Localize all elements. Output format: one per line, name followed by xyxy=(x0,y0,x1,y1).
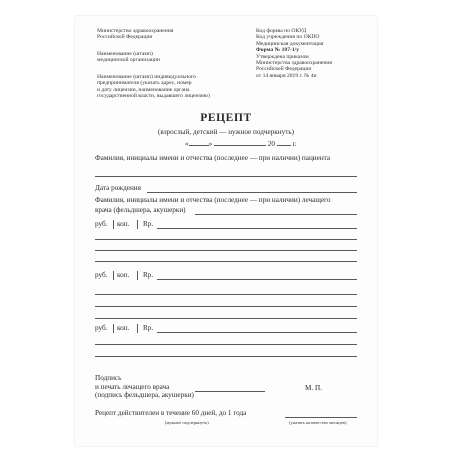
rx-rp-label: Rp. xyxy=(143,220,154,228)
approval-line-2: Министерства здравоохранения xyxy=(256,60,332,67)
signature-line-1: Подпись xyxy=(95,374,122,382)
signature-line-2: и печать лечащего врача xyxy=(95,382,170,391)
approval-line-3: Российской Федерации xyxy=(256,66,312,73)
ip-line-1: Наименование (штамп) индивидуального xyxy=(97,74,196,80)
rx-rp-label: Rp. xyxy=(143,271,154,279)
rx-line[interactable] xyxy=(95,318,357,319)
rx-separator xyxy=(113,220,114,229)
approval-line-1: Утверждена приказом xyxy=(256,53,309,60)
ministry-line-1: Министерство здравоохранения xyxy=(97,28,174,34)
rx-separator xyxy=(137,324,138,333)
birth-date-field[interactable] xyxy=(147,192,357,193)
org-stamp-block xyxy=(97,51,160,64)
rx-line[interactable] xyxy=(157,332,357,333)
stamp-place-label: М. П. xyxy=(305,384,322,392)
okud-code-label: Код формы по ОКУД xyxy=(256,28,307,34)
rx-kop-label: коп. xyxy=(117,324,130,332)
signature-block xyxy=(95,374,194,400)
validity-note-underline: (нужное подчеркнуть) xyxy=(165,420,209,425)
rx-separator xyxy=(113,271,114,280)
rx-rub-label: руб. xyxy=(95,220,108,228)
signature-line-3: (подпись фельдшера, акушерки) xyxy=(95,391,194,399)
birth-date-label: Дата рождения xyxy=(95,184,141,192)
ip-stamp-block xyxy=(97,74,210,100)
rx-kop-label: коп. xyxy=(117,220,130,228)
year-suffix: г. xyxy=(292,140,297,148)
ministry-line-2: Российской Федерации xyxy=(97,34,153,41)
rx-line[interactable] xyxy=(95,306,357,307)
date-year-blank[interactable] xyxy=(277,145,291,146)
rx-rp-label: Rp. xyxy=(143,324,154,332)
rx-rub-label: руб. xyxy=(95,271,108,279)
prescription-form xyxy=(75,16,377,446)
ip-line-4: государственной власти, выдавшего лицензию) xyxy=(97,93,210,100)
approval-line-4: от 14 января 2019 г. № 4н xyxy=(256,72,317,79)
org-stamp-line-1: Наименование (штамп) xyxy=(97,51,153,57)
rx-line[interactable] xyxy=(95,261,357,262)
validity-text: Рецепт действителен в течение 60 дней, до 1 года xyxy=(95,409,247,417)
rx-line[interactable] xyxy=(157,228,357,229)
doctor-name-label-2: врача (фельдшера, акушерки) xyxy=(95,206,186,214)
date-day-blank[interactable] xyxy=(189,145,209,146)
patient-name-label: Фамилия, инициалы имени и отчества (последнее — при наличии) пациента xyxy=(95,154,331,162)
doctor-name-field[interactable] xyxy=(195,214,357,215)
ip-line-3: и дату лицензии, наименование органа xyxy=(97,86,190,93)
form-codes-block xyxy=(256,28,332,79)
okpo-code-label: Код учреждения по ОКПО xyxy=(256,34,320,41)
patient-name-field[interactable] xyxy=(95,176,357,177)
doctor-name-label-1: Фамилия, инициалы имени и отчества (последнее — при наличии) лечащего xyxy=(95,196,331,204)
validity-months-field[interactable] xyxy=(285,417,357,418)
rx-rub-label: руб. xyxy=(95,324,108,332)
rx-line[interactable] xyxy=(95,344,357,345)
rx-line[interactable] xyxy=(95,250,357,251)
date-line[interactable] xyxy=(185,140,297,149)
rx-line[interactable] xyxy=(95,356,357,357)
rx-line[interactable] xyxy=(157,279,357,280)
date-open-quote: « xyxy=(185,140,189,148)
ip-line-2: предпринимателя (указать адрес, номер xyxy=(97,80,192,87)
rx-separator xyxy=(137,271,138,280)
med-doc-label: Медицинская документация xyxy=(256,40,324,47)
ministry-block xyxy=(97,28,173,41)
org-stamp-line-2: медицинской организации xyxy=(97,57,160,64)
validity-note-months: (указать количество месяцев) xyxy=(289,420,347,425)
year-prefix: 20 xyxy=(267,140,275,148)
date-month-blank[interactable] xyxy=(214,145,266,146)
form-number: Форма № 107-1/у xyxy=(256,47,300,54)
page-title: РЕЦЕПТ xyxy=(200,112,252,124)
rx-separator xyxy=(137,220,138,229)
date-close-quote: » xyxy=(208,140,213,148)
form-subtitle: (взрослый, детский — нужное подчеркнуть) xyxy=(157,128,295,136)
rx-line[interactable] xyxy=(95,239,357,240)
rx-separator xyxy=(113,324,114,333)
rx-line[interactable] xyxy=(95,294,357,295)
rx-kop-label: коп. xyxy=(117,271,130,279)
signature-field[interactable] xyxy=(195,391,265,392)
